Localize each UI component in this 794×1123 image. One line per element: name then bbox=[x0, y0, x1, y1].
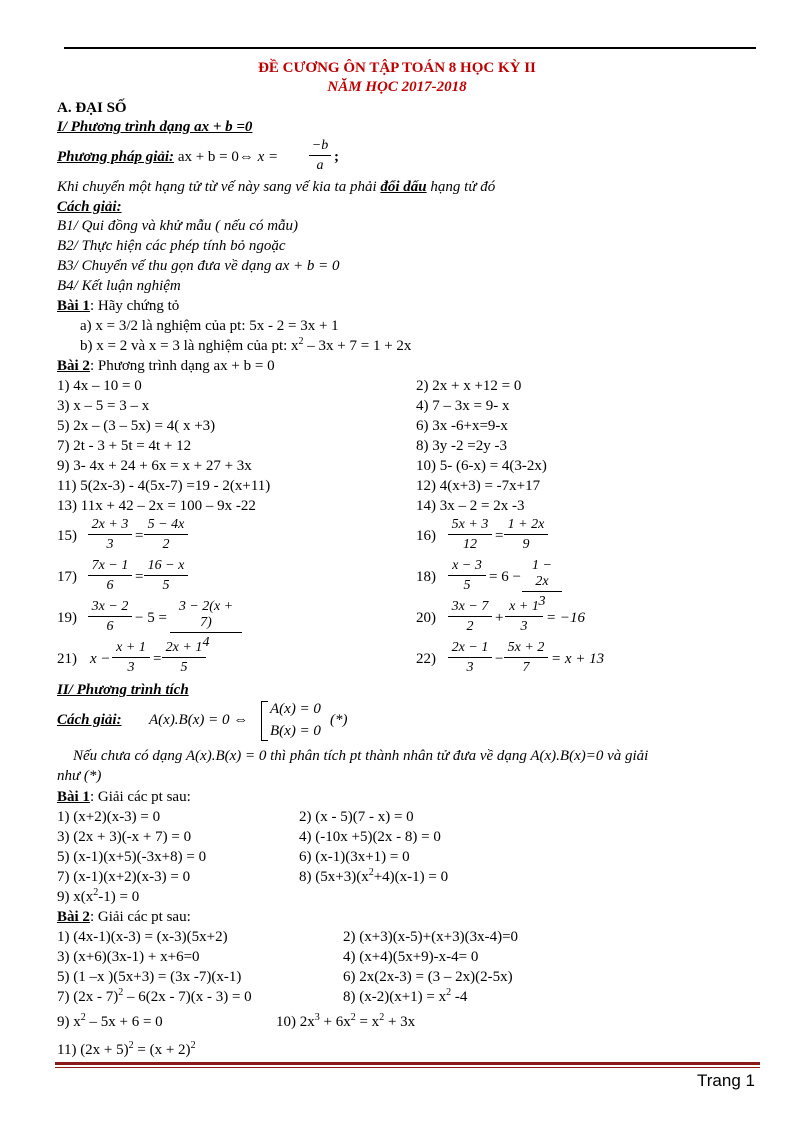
fraction bbox=[144, 517, 188, 553]
list-item bbox=[343, 988, 467, 1006]
list-item: 4) (x+4)(5x+9)-x-4= 0 bbox=[343, 949, 479, 965]
part-ii-heading: II/ Phương trình tích bbox=[57, 682, 189, 698]
item11-pre: 11) (2x + 5) bbox=[57, 1042, 129, 1058]
list-item: 11) 5(2x-3) - 4(5x-7) =19 - 2(x+11) bbox=[57, 478, 271, 494]
bai1-b-post: – 3x + 7 = 1 + 2x bbox=[303, 338, 412, 354]
list-item: 4) 7 – 3x = 9- x bbox=[416, 398, 510, 414]
superscript: 2 bbox=[128, 1040, 134, 1051]
superscript: 2 bbox=[379, 1012, 385, 1023]
method-fraction-den: a bbox=[316, 158, 324, 173]
product-star: (*) bbox=[330, 712, 348, 728]
product-case-b: B(x) = 0 bbox=[270, 723, 321, 739]
fraction-num: 5 − 4x bbox=[144, 517, 188, 535]
list-item: 5) 2x – (3 – 5x) = 4( x +3) bbox=[57, 418, 216, 434]
equation-prefix: x − bbox=[90, 651, 111, 667]
product-bai2-heading bbox=[57, 908, 191, 926]
item8b-post: -4 bbox=[451, 989, 468, 1005]
list-item: 12) 4(x+3) = -7x+17 bbox=[416, 478, 541, 494]
item8b-pre: 8) (x-2)(x+1) = x bbox=[343, 989, 447, 1005]
fraction-num: 1 + 2x bbox=[504, 517, 548, 535]
list-item: 3) x – 5 = 3 – x bbox=[57, 398, 150, 414]
list-item bbox=[276, 1013, 415, 1031]
system-bracket bbox=[261, 701, 268, 741]
footer-rule-thin bbox=[55, 1067, 760, 1068]
bai1-text: : Hãy chứng tỏ bbox=[89, 298, 180, 314]
note-pre: Khi chuyển một hạng tử từ vế này sang vế kia ta phải bbox=[57, 179, 381, 195]
method-equation: ax + b = 0⇔ bbox=[177, 149, 254, 165]
equation-middle: + bbox=[495, 610, 504, 626]
fraction-num: 2x + 1 bbox=[162, 640, 206, 658]
item10-post: + 3x bbox=[384, 1014, 416, 1030]
fraction-den: 5 bbox=[162, 578, 170, 593]
list-item: 6) (x-1)(3x+1) = 0 bbox=[299, 849, 410, 865]
fraction-num: x + 1 bbox=[112, 640, 150, 658]
item8-post: +4)(x-1) = 0 bbox=[373, 869, 449, 885]
fraction-num: 16 − x bbox=[144, 558, 188, 576]
document-title: ĐỀ CƯƠNG ÔN TẬP TOÁN 8 HỌC KỲ II bbox=[258, 60, 536, 76]
list-item: 1) (4x-1)(x-3) = (x-3)(5x+2) bbox=[57, 929, 228, 945]
fraction-num: 2x − 1 bbox=[448, 640, 492, 658]
top-rule bbox=[64, 47, 756, 49]
document-subtitle: NĂM HỌC 2017-2018 bbox=[327, 79, 467, 95]
fraction-den: 2 bbox=[162, 537, 170, 552]
list-item: 1) 4x – 10 = 0 bbox=[57, 378, 142, 394]
method-line bbox=[57, 148, 278, 166]
method-x: x = bbox=[257, 149, 279, 165]
product-method-label: Cách giải: bbox=[57, 712, 122, 728]
item9b-pre: 9) x bbox=[57, 1014, 81, 1030]
item9-post: -1) = 0 bbox=[98, 889, 140, 905]
list-item: 14) 3x – 2 = 2x -3 bbox=[416, 498, 525, 514]
list-item: 7) (x-1)(x+2)(x-3) = 0 bbox=[57, 869, 191, 885]
list-item bbox=[57, 988, 252, 1006]
fraction-den: 3 bbox=[127, 660, 135, 675]
fraction-den: 5 bbox=[180, 660, 188, 675]
step-item: B2/ Thực hiện các phép tính bỏ ngoặc bbox=[57, 238, 286, 254]
item7-pre: 7) (2x - 7) bbox=[57, 989, 119, 1005]
fraction-num: 5x + 2 bbox=[504, 640, 548, 658]
bai1-b-pre: b) x = 2 và x = 3 là nghiệm của pt: x bbox=[80, 338, 299, 354]
fraction-den: 6 bbox=[106, 619, 114, 634]
superscript: 2 bbox=[80, 1012, 86, 1023]
equation-number: 22) bbox=[416, 651, 436, 667]
sign-change-note bbox=[57, 178, 495, 196]
fraction bbox=[505, 599, 543, 635]
fraction-den: 5 bbox=[463, 578, 471, 593]
bai2-heading bbox=[57, 357, 275, 375]
equation-number: 21) bbox=[57, 651, 77, 667]
list-item: 3) (x+6)(3x-1) + x+6=0 bbox=[57, 949, 200, 965]
fraction-num: 3x − 2 bbox=[88, 599, 132, 617]
product-bai1-text: : Giải các pt sau: bbox=[89, 789, 191, 805]
superscript: 3 bbox=[314, 1012, 320, 1023]
product-case-a: A(x) = 0 bbox=[270, 701, 321, 717]
fraction-den: 7 bbox=[522, 660, 530, 675]
steps-label: Cách giải: bbox=[57, 199, 122, 215]
step-item: B3/ Chuyển vế thu gọn đưa về dạng ax + b = 0 bbox=[57, 258, 340, 274]
list-item: 2) 2x + x +12 = 0 bbox=[416, 378, 522, 394]
fraction bbox=[504, 640, 548, 676]
item7-post: – 6(2x - 7)(x - 3) = 0 bbox=[123, 989, 252, 1005]
fraction-num: 7x − 1 bbox=[88, 558, 132, 576]
bai1-heading bbox=[57, 297, 179, 315]
step-item: B4/ Kết luận nghiệm bbox=[57, 278, 181, 294]
list-item bbox=[299, 868, 448, 886]
list-item: 8) 3y -2 =2y -3 bbox=[416, 438, 507, 454]
fraction-num: x + 1 bbox=[505, 599, 543, 617]
superscript: 2 bbox=[118, 987, 124, 998]
equation-number: 17) bbox=[57, 569, 77, 585]
fraction-den: 2 bbox=[466, 619, 474, 634]
item10-mid2: = x bbox=[355, 1014, 380, 1030]
superscript: 2 bbox=[190, 1040, 196, 1051]
equals-sign: = bbox=[153, 651, 162, 667]
item9-pre: 9) x(x bbox=[57, 889, 94, 905]
list-item: 10) 5- (6-x) = 4(3-2x) bbox=[416, 458, 547, 474]
fraction bbox=[504, 517, 548, 553]
fraction-den: 6 bbox=[106, 578, 114, 593]
bai1-item-b bbox=[80, 337, 411, 355]
list-item: 7) 2t - 3 + 5t = 4t + 12 bbox=[57, 438, 192, 454]
item8-pre: 8) (5x+3)(x bbox=[299, 869, 369, 885]
product-bai2-label: Bài 2 bbox=[57, 909, 90, 925]
fraction-den: 4 bbox=[202, 635, 210, 650]
equation-number: 16) bbox=[416, 528, 436, 544]
fraction-num: 1 − 2x bbox=[522, 558, 562, 592]
superscript: 2 bbox=[368, 867, 374, 878]
list-item: 13) 11x + 42 – 2x = 100 – 9x -22 bbox=[57, 498, 256, 514]
bai1-item-a: a) x = 3/2 là nghiệm của pt: 5x - 2 = 3x + 1 bbox=[80, 318, 339, 334]
fraction-num: 2x + 3 bbox=[88, 517, 132, 535]
list-item: 1) (x+2)(x-3) = 0 bbox=[57, 809, 161, 825]
superscript: 2 bbox=[93, 887, 99, 898]
section-a-heading: A. ĐẠI SỐ bbox=[57, 100, 127, 116]
equation-end: = −16 bbox=[546, 610, 585, 626]
fraction bbox=[448, 599, 492, 635]
note-bold: đổi dấu bbox=[380, 179, 427, 195]
fraction bbox=[448, 517, 492, 553]
product-bai1-heading bbox=[57, 788, 191, 806]
item11-mid: = (x + 2) bbox=[133, 1042, 191, 1058]
product-note-line1: Nếu chưa có dạng A(x).B(x) = 0 thì phân tích pt thành nhân tử đưa về dạng A(x).B(x)=0 và giải bbox=[73, 748, 649, 764]
list-item bbox=[57, 888, 139, 906]
part-i-heading: I/ Phương trình dạng ax + b =0 bbox=[57, 119, 253, 135]
item10-mid: + 6x bbox=[319, 1014, 351, 1030]
fraction-den: 3 bbox=[466, 660, 474, 675]
fraction bbox=[448, 558, 486, 594]
superscript: 2 bbox=[298, 336, 304, 347]
fraction-den: 12 bbox=[463, 537, 477, 552]
product-method-equation: A(x).B(x) = 0 ⇔ bbox=[149, 712, 249, 728]
equation-middle: = 6 − bbox=[489, 569, 521, 585]
fraction bbox=[144, 558, 188, 594]
bai1-label: Bài 1 bbox=[57, 298, 90, 314]
fraction-num: 3 − 2(x + 7) bbox=[170, 599, 242, 633]
bai2-label: Bài 2 bbox=[57, 358, 90, 374]
fraction-den: 3 bbox=[538, 594, 546, 609]
equation-middle: − bbox=[495, 651, 504, 667]
fraction-den: 3 bbox=[520, 619, 528, 634]
equation-number: 18) bbox=[416, 569, 436, 585]
equation-number: 15) bbox=[57, 528, 77, 544]
footer-rule bbox=[55, 1062, 760, 1065]
method-end: ; bbox=[334, 149, 339, 165]
item9b-post: – 5x + 6 = 0 bbox=[85, 1014, 163, 1030]
fraction bbox=[88, 599, 132, 635]
superscript: 2 bbox=[446, 987, 452, 998]
list-item: 6) 3x -6+x=9-x bbox=[416, 418, 508, 434]
equation-number: 19) bbox=[57, 610, 77, 626]
list-item: 5) (1 –x )(5x+3) = (3x -7)(x-1) bbox=[57, 969, 242, 985]
fraction-num: 5x + 3 bbox=[448, 517, 492, 535]
list-item bbox=[57, 1013, 163, 1031]
list-item: 6) 2x(2x-3) = (3 – 2x)(2-5x) bbox=[343, 969, 513, 985]
product-bai2-text: : Giải các pt sau: bbox=[89, 909, 191, 925]
fraction bbox=[162, 640, 206, 676]
equals-sign: = bbox=[135, 569, 144, 585]
product-note-line2: như (*) bbox=[57, 768, 102, 784]
fraction-num: 3x − 7 bbox=[448, 599, 492, 617]
page-number: Trang 1 bbox=[697, 1071, 755, 1090]
list-item bbox=[57, 1041, 196, 1059]
bai2-text: : Phương trình dạng ax + b = 0 bbox=[89, 358, 275, 374]
list-item: 2) (x - 5)(7 - x) = 0 bbox=[299, 809, 414, 825]
equation-number: 20) bbox=[416, 610, 436, 626]
equation-middle: − 5 = bbox=[135, 610, 167, 626]
item10-pre: 10) 2x bbox=[276, 1014, 315, 1030]
fraction bbox=[112, 640, 150, 676]
list-item: 4) (-10x +5)(2x - 8) = 0 bbox=[299, 829, 441, 845]
fraction bbox=[88, 558, 132, 594]
fraction bbox=[448, 640, 492, 676]
product-note bbox=[57, 747, 757, 765]
equals-sign: = bbox=[135, 528, 144, 544]
list-item: 3) (2x + 3)(-x + 7) = 0 bbox=[57, 829, 192, 845]
equals-sign: = bbox=[495, 528, 504, 544]
fraction-num: x − 3 bbox=[448, 558, 486, 576]
fraction-den: 9 bbox=[522, 537, 530, 552]
step-item: B1/ Qui đồng và khử mẫu ( nếu có mẫu) bbox=[57, 218, 299, 234]
method-fraction bbox=[309, 138, 331, 174]
method-label: Phương pháp giải: bbox=[57, 149, 175, 165]
equation-end: = x + 13 bbox=[551, 651, 605, 667]
list-item: 2) (x+3)(x-5)+(x+3)(3x-4)=0 bbox=[343, 929, 519, 945]
fraction bbox=[88, 517, 132, 553]
method-fraction-num: −b bbox=[309, 138, 331, 156]
note-post: hạng tử đó bbox=[426, 179, 496, 195]
fraction-den: 3 bbox=[106, 537, 114, 552]
list-item: 5) (x-1)(x+5)(-3x+8) = 0 bbox=[57, 849, 207, 865]
product-bai1-label: Bài 1 bbox=[57, 789, 90, 805]
list-item: 9) 3- 4x + 24 + 6x = x + 27 + 3x bbox=[57, 458, 252, 474]
superscript: 2 bbox=[350, 1012, 356, 1023]
